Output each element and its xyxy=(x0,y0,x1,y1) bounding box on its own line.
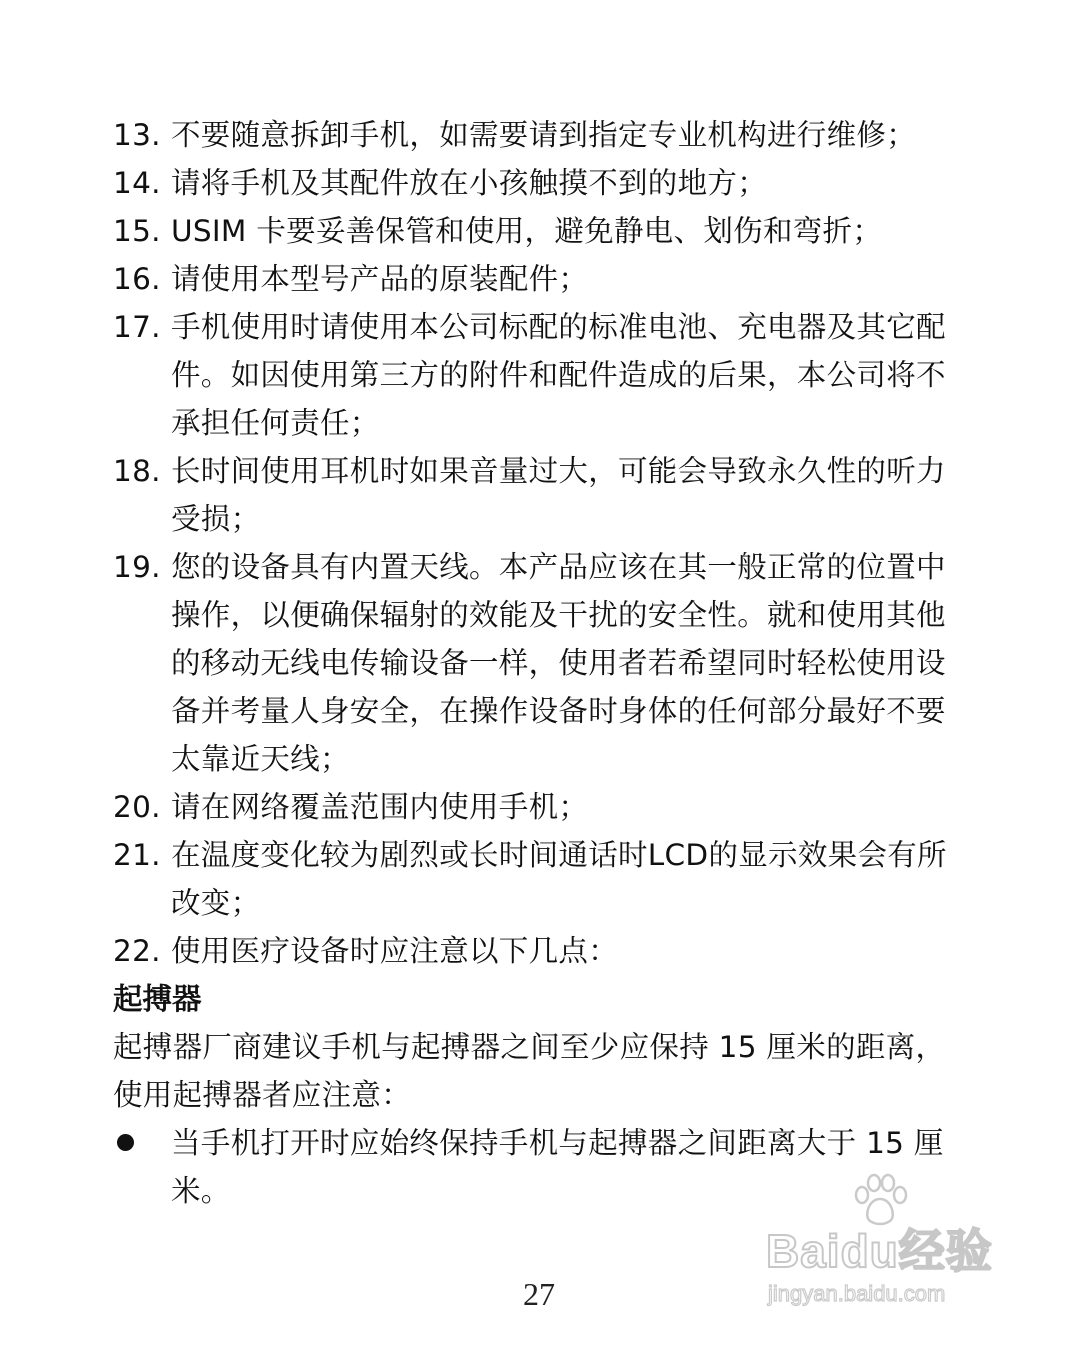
item-number: 20. xyxy=(113,790,161,824)
item-text: 您的设备具有内置天线。本产品应该在其一般正常的位置中操作，以便确保辐射的效能及干扰的安全性。就和使用其他的移动无线电传输设备一样，使用者若希望同时轻松使用设备并考量人身安全，在操作设备时身体的任何部分最好不要太靠近天线； xyxy=(171,550,946,776)
document-page xyxy=(113,111,958,1215)
section-heading: 起搏器 xyxy=(113,982,202,1016)
item-text: 请使用本型号产品的原装配件； xyxy=(171,262,589,296)
section-paragraph: 起搏器厂商建议手机与起搏器之间至少应保持 15 厘米的距离，使用起搏器者应注意： xyxy=(113,1030,946,1112)
bullet-dot-icon xyxy=(117,1134,134,1151)
page-number: 27 xyxy=(523,1276,555,1312)
watermark-brand: Baidu经验 xyxy=(766,1225,993,1277)
baidu-watermark xyxy=(758,1173,1008,1323)
item-text: 长时间使用耳机时如果音量过大，可能会导致永久性的听力受损； xyxy=(171,454,946,536)
list-item-15 xyxy=(113,207,958,255)
bullet-text: 当手机打开时应始终保持手机与起搏器之间距离大于 15 厘米。 xyxy=(171,1126,944,1208)
list-item-19 xyxy=(113,543,958,783)
item-number: 17. xyxy=(113,310,161,344)
item-number: 21. xyxy=(113,838,161,872)
item-text: 不要随意拆卸手机，如需要请到指定专业机构进行维修； xyxy=(171,118,917,152)
item-text: 请在网络覆盖范围内使用手机； xyxy=(171,790,589,824)
watermark-url: jingyan.baidu.com xyxy=(768,1281,946,1306)
item-text: 手机使用时请使用本公司标配的标准电池、充电器及其它配件。如因使用第三方的附件和配件造成的后果，本公司将不承担任何责任； xyxy=(171,310,946,440)
item-text: 在温度变化较为剧烈或长时间通话时LCD的显示效果会有所改变； xyxy=(171,838,947,920)
item-number: 14. xyxy=(113,166,161,200)
list-item-17 xyxy=(113,303,958,447)
item-text: 请将手机及其配件放在小孩触摸不到的地方； xyxy=(171,166,768,200)
list-item-22 xyxy=(113,927,958,975)
list-item-16 xyxy=(113,255,958,303)
item-number: 22. xyxy=(113,934,161,968)
item-number: 13. xyxy=(113,118,161,152)
list-item-18 xyxy=(113,447,958,543)
item-number: 16. xyxy=(113,262,161,296)
item-text: USIM 卡要妥善保管和使用，避免静电、划伤和弯折； xyxy=(171,214,883,248)
list-item-13 xyxy=(113,111,958,159)
item-text: 使用医疗设备时应注意以下几点： xyxy=(171,934,619,968)
item-number: 19. xyxy=(113,550,161,584)
item-number: 18. xyxy=(113,454,161,488)
item-number: 15. xyxy=(113,214,161,248)
list-item-14 xyxy=(113,159,958,207)
list-item-21 xyxy=(113,831,958,927)
list-item-20 xyxy=(113,783,958,831)
